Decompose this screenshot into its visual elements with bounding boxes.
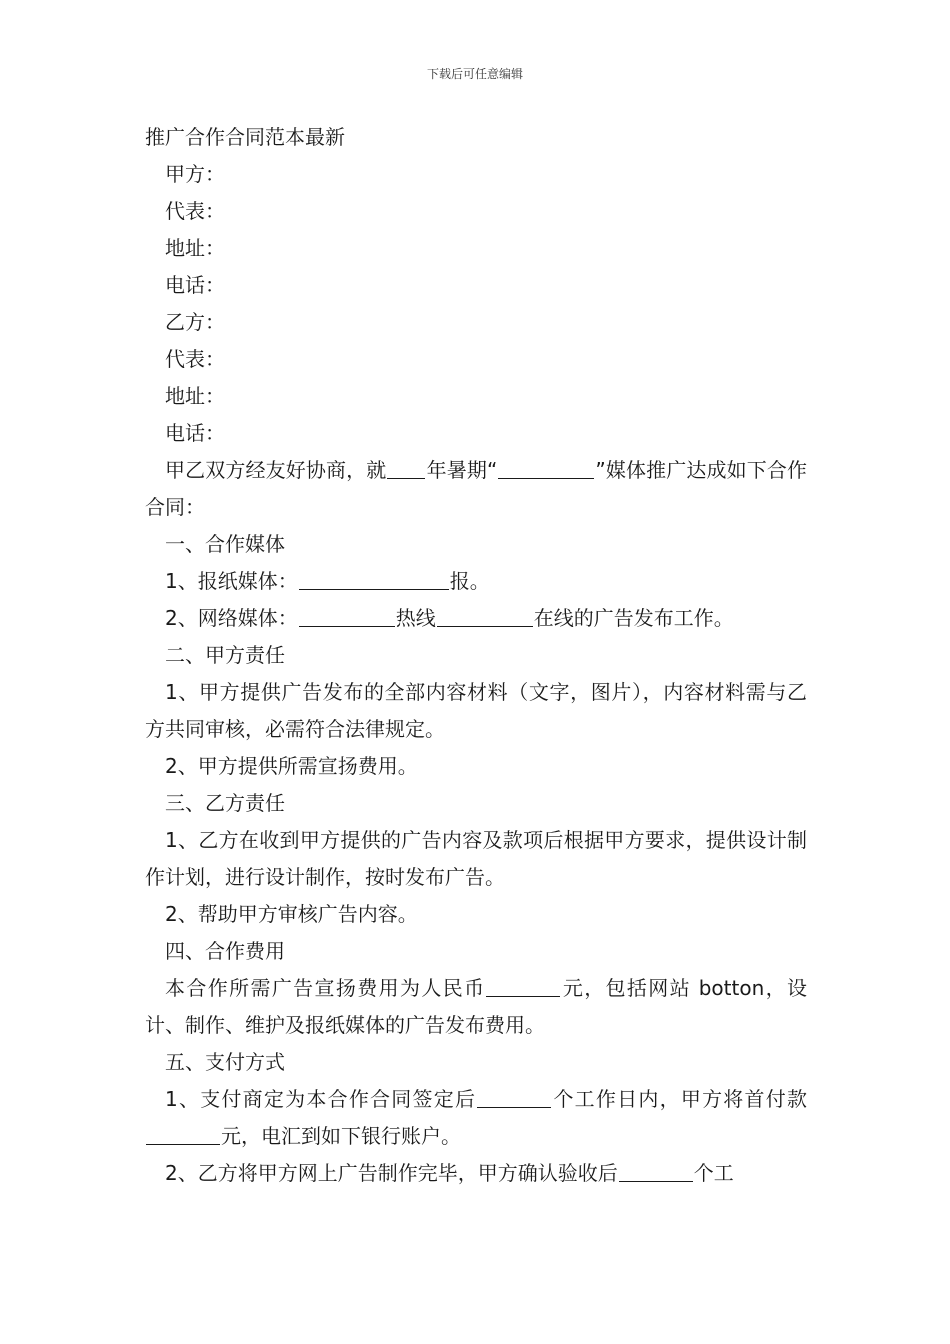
newspaper-blank (299, 569, 449, 590)
document-title: 推广合作合同范本最新 (145, 125, 345, 149)
payment-text-3: 元，电汇到如下银行账户。 (221, 1124, 461, 1148)
network-suffix: 在线的广告发布工作。 (533, 606, 734, 630)
section-4-paragraph (145, 970, 807, 1044)
party-a-representative: 代表： (165, 199, 225, 223)
party-a-label: 甲方： (165, 162, 225, 186)
section-1-item-1 (145, 563, 807, 600)
payment2-text-1: 2、乙方将甲方网上广告制作完毕，甲方确认验收后 (165, 1161, 618, 1185)
intro-paragraph (145, 452, 807, 526)
section-5-item-1 (145, 1081, 807, 1155)
payment-text-2: 个工作日内，甲方将首付款 (552, 1087, 808, 1111)
section-2-item-2: 2、甲方提供所需宣扬费用。 (165, 754, 418, 778)
network-blank-2 (437, 606, 533, 627)
workdays-blank-2 (619, 1161, 693, 1182)
section-3-item-2: 2、帮助甲方审核广告内容。 (165, 902, 418, 926)
page-header: 下载后可任意编辑 (426, 67, 523, 81)
fee-text-1: 本合作所需广告宣扬费用为人民币 (165, 976, 486, 1000)
section-5-heading: 五、支付方式 (165, 1050, 285, 1074)
payment2-text-2: 个工 (693, 1161, 734, 1185)
section-2-heading: 二、甲方责任 (165, 643, 285, 667)
network-label: 2、网络媒体： (165, 606, 298, 630)
party-b-phone: 电话： (165, 421, 225, 445)
party-b-label: 乙方： (165, 310, 225, 334)
party-b-representative: 代表： (165, 347, 225, 371)
year-blank (387, 458, 425, 479)
payment-text-1: 1、支付商定为本合作合同签定后 (165, 1087, 477, 1111)
newspaper-suffix: 报。 (449, 569, 490, 593)
fee-amount-blank (486, 976, 560, 997)
section-2-item-1: 1、甲方提供广告发布的全部内容材料（文字，图片），内容材料需与乙方共同审核，必需符合法律规定。 (145, 680, 807, 741)
media-name-blank (498, 458, 594, 479)
party-a-phone: 电话： (165, 273, 225, 297)
workdays-blank (477, 1087, 551, 1108)
network-blank-1 (299, 606, 395, 627)
newspaper-label: 1、报纸媒体： (165, 569, 298, 593)
section-1-item-2 (145, 600, 807, 637)
intro-text-1: 甲乙双方经友好协商，就 (165, 458, 387, 482)
contract-document (145, 119, 807, 1192)
section-3-heading: 三、乙方责任 (165, 791, 285, 815)
section-3-item-1: 1、乙方在收到甲方提供的广告内容及款项后根据甲方要求，提供设计制作计划，进行设计制作，按时发布广告。 (145, 828, 807, 889)
section-5-item-2 (145, 1155, 807, 1192)
section-1-heading: 一、合作媒体 (165, 532, 285, 556)
fee-text-2: 元，包括网站 botton，设计、制作、维护及报纸媒体的广告发布费用。 (145, 976, 807, 1037)
section-4-heading: 四、合作费用 (165, 939, 285, 963)
intro-text-2: 年暑期“ (426, 458, 498, 482)
down-payment-blank (146, 1124, 220, 1145)
network-hotline: 热线 (395, 606, 436, 630)
party-a-address: 地址： (165, 236, 225, 260)
party-b-address: 地址： (165, 384, 225, 408)
intro-text-3: ”媒体推广达成如下合作合同： (145, 458, 807, 519)
